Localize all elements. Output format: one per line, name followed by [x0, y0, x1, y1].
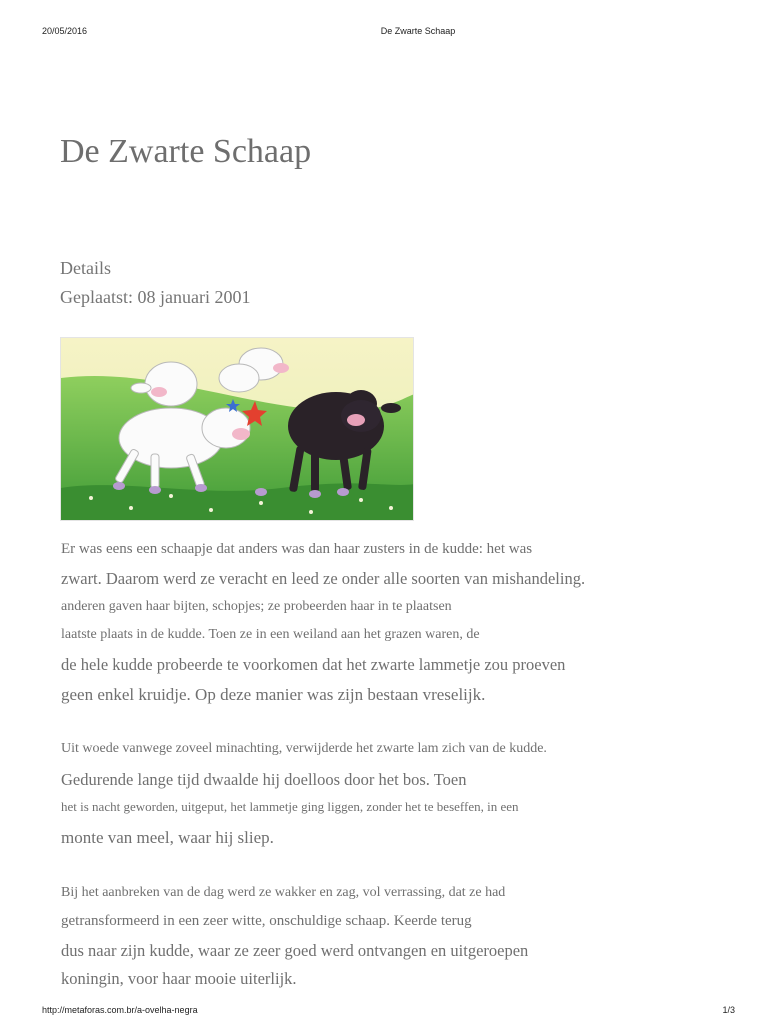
article-title: De Zwarte Schaap: [60, 133, 312, 170]
paragraph-1-line-2: zwart. Daarom werd ze veracht en leed ze onder alle soorten van mishandeling.: [61, 569, 586, 588]
page-number: 1/3: [722, 1005, 735, 1015]
print-date: 20/05/2016: [42, 26, 88, 36]
sheep-illustration: [60, 337, 414, 521]
paragraph-1-line-1: Er was eens een schaapje dat anders was dan haar zusters in de kudde: het was: [61, 541, 533, 557]
paragraph-3-line-2: getransformeerd in een zeer witte, onschuldige schaap. Keerde terug: [61, 913, 472, 929]
print-title: De Zwarte Schaap: [380, 26, 456, 36]
paragraph-1-line-4: laatste plaats in de kudde. Toen ze in een weiland aan het grazen waren, de: [61, 627, 480, 642]
paragraph-1-line-3: anderen gaven haar bijten, schopjes; ze probeerden haar in te plaatsen: [61, 599, 452, 614]
paragraph-3-line-1: Bij het aanbreken van de dag werd ze wakker en zag, vol verrassing, dat ze had: [61, 885, 506, 900]
details-label: Details: [60, 258, 111, 278]
paragraph-2-line-4: monte van meel, waar hij sliep.: [61, 828, 274, 847]
paragraph-1-line-5: de hele kudde probeerde te voorkomen dat het zwarte lammetje zou proeven: [61, 655, 566, 674]
article-details: [60, 254, 250, 312]
source-url: http://metaforas.com.br/a-ovelha-negra: [42, 1005, 198, 1015]
paragraph-3-line-4: koningin, voor haar mooie uiterlijk.: [61, 969, 297, 988]
paragraph-2-line-1: Uit woede vanwege zoveel minachting, verwijderde het zwarte lam zich van de kudde.: [61, 741, 547, 756]
print-header: [0, 26, 768, 38]
posted-date: Geplaatst: 08 januari 2001: [60, 287, 251, 307]
paragraph-2-line-3: het is nacht geworden, uitgeput, het lammetje ging liggen, zonder het te beseffen, in een: [61, 799, 519, 814]
paragraph-2-line-2: Gedurende lange tijd dwaalde hij doelloos door het bos. Toen: [61, 770, 467, 789]
paragraph-3-line-3: dus naar zijn kudde, waar ze zeer goed werd ontvangen en uitgeroepen: [61, 941, 529, 960]
paragraph-1-line-6: geen enkel kruidje. Op deze manier was zijn bestaan vreselijk.: [61, 685, 486, 704]
print-footer: [0, 1005, 768, 1017]
